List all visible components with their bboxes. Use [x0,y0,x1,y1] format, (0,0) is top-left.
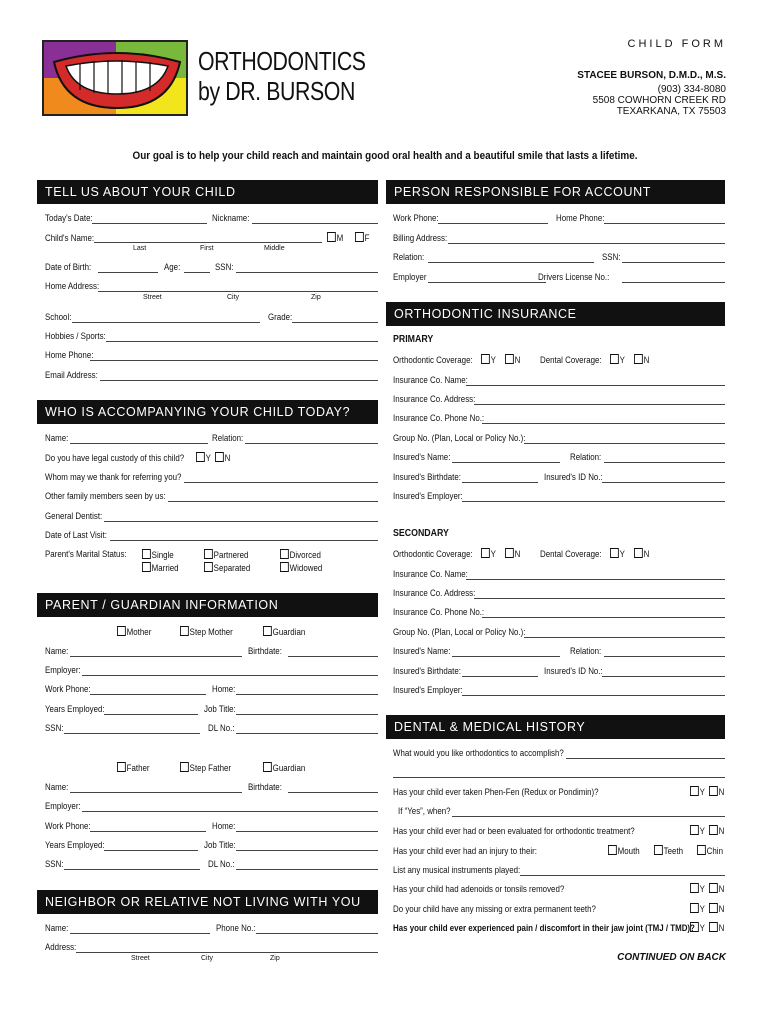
accompany-relation-field[interactable] [245,443,378,444]
parent1-guardian-checkbox[interactable] [263,626,272,636]
phen-yes[interactable] [690,786,705,797]
parent2-name-label: Name: [45,782,69,792]
jaw-no-checkbox[interactable] [709,922,718,932]
account-relation-field[interactable] [428,262,594,263]
neighbor-city-sublabel: City [201,955,214,962]
child-ssn-label: SSN: [215,262,234,272]
parent2-step-father-label: Step Father [189,763,232,773]
instruments-field[interactable] [520,875,725,876]
missing-yes-label: Y [699,904,705,914]
childs-name-field[interactable] [94,242,322,243]
evaluated-yes-checkbox[interactable] [690,825,699,835]
p-ortho-yes-checkbox[interactable] [481,354,490,364]
jaw-no-label: N [718,923,725,933]
gender-m-label: M [336,233,344,243]
phen-yes-label: Y [699,787,705,797]
parent2-father[interactable] [117,762,150,773]
account-dl-field[interactable] [622,282,725,283]
adenoids-yes[interactable] [690,883,705,894]
p-ortho-yes[interactable] [481,354,496,365]
parent1-job-field[interactable] [236,714,378,715]
school-label: School: [45,312,72,322]
marital-label: Parent's Marital Status: [45,549,127,559]
home-phone-label: Home Phone: [45,350,94,360]
p-dental-yes[interactable] [610,354,625,365]
section-header-insurance: ORTHODONTIC INSURANCE [386,302,725,326]
p-insured-birth-field[interactable] [462,482,538,483]
if-yes-label: If “Yes”, when? [398,806,451,816]
account-dl-label: Drivers License No.: [538,272,610,282]
brand-line-2: by DR. BURSON [198,76,355,106]
brand-name [198,46,366,106]
jaw-yes-checkbox[interactable] [690,922,699,932]
accompany-name-label: Name: [45,433,69,443]
missing-yes-checkbox[interactable] [690,903,699,913]
parent1-ssn-field[interactable] [64,733,200,734]
gender-f-option[interactable] [355,232,370,243]
p-insured-birth-label: Insured's Birthdate: [393,472,461,482]
form-title: CHILD FORM [627,38,726,50]
parent1-years-field[interactable] [104,714,198,715]
account-relation-label: Relation: [393,252,425,262]
neighbor-phone-label: Phone No.: [216,923,256,933]
p-relation-field[interactable] [604,462,725,463]
home-address-label: Home Address: [45,281,100,291]
missing-no[interactable] [709,903,724,914]
neighbor-zip-sublabel: Zip [270,955,280,962]
marital-partnered-checkbox[interactable] [204,549,213,559]
jaw-label: Has your child ever experienced pain / discomfort in their jaw joint (TMJ / TMD)? [393,923,695,933]
parent1-name-label: Name: [45,646,69,656]
neighbor-street-sublabel: Street [131,955,150,962]
s-dental-no-checkbox[interactable] [634,548,643,558]
phen-label: Has your child ever taken Phen-Fen (Redux or Pondimin)? [393,787,599,797]
p-insured-name-label: Insured's Name: [393,452,451,462]
gender-m-option[interactable] [327,232,343,243]
s-co-phone-field[interactable] [482,617,725,618]
continued-on-back: CONTINUED ON BACK [617,952,726,963]
adenoids-no[interactable] [709,883,724,894]
parent1-dl-field[interactable] [236,733,378,734]
injury-chin-label: Chin [706,846,723,856]
phen-yes-checkbox[interactable] [690,786,699,796]
parent1-guardian-label: Guardian [272,627,306,637]
neighbor-address-field[interactable] [76,952,378,953]
dob-label: Date of Birth: [45,262,92,272]
p-dental-yes-label: Y [619,355,625,365]
city-sublabel: City [227,294,240,301]
jaw-yes-label: Y [699,923,705,933]
account-ssn-field[interactable] [622,262,725,263]
s-insured-birth-field[interactable] [462,676,538,677]
p-co-address-label: Insurance Co. Address: [393,394,476,404]
evaluated-no[interactable] [709,825,724,836]
adenoids-yes-label: Y [699,884,705,894]
account-employer-label: Employer [393,272,427,282]
neighbor-phone-field[interactable] [256,933,378,934]
account-employer-field[interactable] [428,282,546,283]
p-co-name-field[interactable] [466,385,725,386]
missing-no-checkbox[interactable] [709,903,718,913]
dentist-field[interactable] [104,521,378,522]
marital-married-checkbox[interactable] [142,562,151,572]
gender-m-checkbox[interactable] [327,232,336,242]
evaluated-label: Has your child ever had or been evaluated for orthodontic treatment? [393,826,635,836]
email-label: Email Address: [45,370,98,380]
marital-separated[interactable] [204,562,250,573]
section-header-neighbor: NEIGHBOR OR RELATIVE NOT LIVING WITH YOU [37,890,378,914]
s-dental-no-label: N [643,549,650,559]
s-dental-yes-checkbox[interactable] [610,548,619,558]
s-co-phone-label: Insurance Co. Phone No.: [393,607,485,617]
section-header-accompany: WHO IS ACCOMPANYING YOUR CHILD TODAY? [37,400,378,424]
s-dental-yes[interactable] [610,548,625,559]
p-ortho-no-label: N [514,355,521,365]
child-ssn-field[interactable] [236,272,378,273]
neighbor-address-label: Address: [45,942,77,952]
section-header-guardian: PARENT / GUARDIAN INFORMATION [37,593,378,617]
marital-separated-checkbox[interactable] [204,562,213,572]
parent1-job-label: Job Title: [204,704,236,714]
p-insured-employer-label: Insured's Employer: [393,491,463,501]
marital-divorced-checkbox[interactable] [280,549,289,559]
family-field[interactable] [168,501,378,502]
parent1-step-mother-label: Step Mother [189,627,233,637]
home-phone-field[interactable] [90,360,378,361]
s-insured-id-field[interactable] [602,676,725,677]
last-visit-label: Date of Last Visit: [45,530,107,540]
s-insured-name-label: Insured's Name: [393,646,451,656]
school-field[interactable] [72,322,260,323]
referring-label: Whom may we thank for referring you? [45,472,182,482]
accomplish-field[interactable] [566,758,725,759]
parent2-birthdate-field[interactable] [288,792,378,793]
phen-no[interactable] [709,786,724,797]
marital-widowed[interactable] [280,562,322,573]
injury-mouth-checkbox[interactable] [608,845,617,855]
p-co-phone-label: Insurance Co. Phone No.: [393,413,485,423]
parent2-guardian[interactable] [263,762,305,773]
s-ortho-yes[interactable] [481,548,496,559]
p-dental-coverage-label: Dental Coverage: [540,355,602,365]
p-co-name-label: Insurance Co. Name: [393,375,468,385]
p-ortho-yes-label: Y [490,355,496,365]
parent1-step-mother[interactable] [180,626,233,637]
p-ortho-coverage-label: Orthodontic Coverage: [393,355,473,365]
dob-field[interactable] [98,272,158,273]
zip-sublabel: Zip [311,294,321,301]
p-insured-id-label: Insured's ID No.: [544,472,603,482]
account-work-phone-label: Work Phone: [393,213,439,223]
nickname-field[interactable] [252,223,378,224]
p-co-address-field[interactable] [474,404,725,405]
s-insured-birth-label: Insured's Birthdate: [393,666,461,676]
grade-label: Grade: [268,312,293,322]
s-co-name-label: Insurance Co. Name: [393,569,468,579]
parent1-birthdate-field[interactable] [288,656,378,657]
injury-chin[interactable] [697,845,723,856]
s-dental-no[interactable] [634,548,649,559]
family-label: Other family members seen by us: [45,491,166,501]
parent2-guardian-checkbox[interactable] [263,762,272,772]
injury-mouth[interactable] [608,845,640,856]
marital-partnered-label: Partnered [213,550,249,560]
practice-address-1: 5508 COWHORN CREEK RD [592,95,726,106]
last-visit-field[interactable] [110,540,378,541]
todays-date-field[interactable] [92,223,207,224]
account-ssn-label: SSN: [602,252,621,262]
parent2-years-label: Years Employed: [45,840,105,850]
parent2-ssn-label: SSN: [45,859,64,869]
s-group-label: Group No. (Plan, Local or Policy No.): [393,627,526,637]
marital-widowed-checkbox[interactable] [280,562,289,572]
custody-no-label: N [224,453,231,463]
parent2-job-label: Job Title: [204,840,236,850]
custody-yes-label: Y [205,453,211,463]
missing-no-label: N [718,904,725,914]
parent2-father-checkbox[interactable] [117,762,126,772]
parent1-dl-label: DL No.: [208,723,235,733]
custody-no[interactable] [215,452,230,463]
s-co-address-label: Insurance Co. Address: [393,588,476,598]
s-group-field[interactable] [524,637,725,638]
p-dental-no[interactable] [634,354,649,365]
evaluated-yes-label: Y [699,826,705,836]
s-ortho-no-label: N [514,549,521,559]
if-yes-field[interactable] [452,816,725,817]
parent2-dl-label: DL No.: [208,859,235,869]
parent2-employer-field[interactable] [82,811,378,812]
middle-sublabel: Middle [264,245,285,252]
marital-single-checkbox[interactable] [142,549,151,559]
s-ortho-yes-label: Y [490,549,496,559]
s-relation-field[interactable] [604,656,725,657]
parent2-birthdate-label: Birthdate: [248,782,282,792]
childs-name-label: Child's Name: [45,233,95,243]
missing-label: Do your child have any missing or extra permanent teeth? [393,904,596,914]
parent1-work-phone-label: Work Phone: [45,684,91,694]
street-sublabel: Street [143,294,162,301]
parent1-ssn-label: SSN: [45,723,64,733]
s-dental-coverage-label: Dental Coverage: [540,549,602,559]
s-insured-employer-label: Insured's Employer: [393,685,463,695]
missing-yes[interactable] [690,903,705,914]
primary-heading: PRIMARY [393,334,434,345]
gender-f-label: F [364,233,370,243]
first-sublabel: First [200,245,214,252]
p-insured-id-field[interactable] [602,482,725,483]
injury-teeth-checkbox[interactable] [654,845,663,855]
evaluated-no-checkbox[interactable] [709,825,718,835]
p-insured-name-field[interactable] [452,462,560,463]
accomplish-field-2[interactable] [393,777,725,778]
custody-yes[interactable] [196,452,211,463]
gender-f-checkbox[interactable] [355,232,364,242]
parent2-years-field[interactable] [104,850,198,851]
adenoids-no-label: N [718,884,725,894]
marital-divorced-label: Divorced [289,550,321,560]
parent2-step-father[interactable] [180,762,231,773]
p-ortho-no-checkbox[interactable] [505,354,514,364]
practice-phone: (903) 334-8080 [657,84,726,95]
practice-address-2: TEXARKANA, TX 75503 [616,106,726,117]
home-address-field[interactable] [98,291,378,292]
dentist-label: General Dentist: [45,511,103,521]
accompany-relation-label: Relation: [212,433,244,443]
neighbor-name-label: Name: [45,923,69,933]
doctor-name: STACEE BURSON, D.M.D., M.S. [577,70,726,81]
age-label: Age: [164,262,181,272]
todays-date-label: Today's Date: [45,213,93,223]
parent2-home-field[interactable] [236,831,378,832]
jaw-yes[interactable] [690,922,705,933]
referring-field[interactable] [184,482,378,483]
p-dental-no-checkbox[interactable] [634,354,643,364]
marital-married[interactable] [142,562,179,573]
p-ortho-no[interactable] [505,354,520,365]
hobbies-field[interactable] [106,341,378,342]
nickname-label: Nickname: [212,213,250,223]
injury-teeth[interactable] [654,845,683,856]
marital-separated-label: Separated [213,563,251,573]
s-co-address-field[interactable] [474,598,725,599]
instruments-label: List any musical instruments played: [393,865,521,875]
parent1-step-mother-checkbox[interactable] [180,626,189,636]
s-dental-yes-label: Y [619,549,625,559]
s-ortho-coverage-label: Orthodontic Coverage: [393,549,473,559]
parent2-dl-field[interactable] [236,869,378,870]
smile-icon [50,50,184,110]
s-co-name-field[interactable] [466,579,725,580]
injury-teeth-label: Teeth [663,846,684,856]
parent1-birthdate-label: Birthdate: [248,646,282,656]
grade-field[interactable] [292,322,378,323]
parent1-home-label: Home: [212,684,236,694]
parent2-guardian-label: Guardian [272,763,306,773]
s-insured-name-field[interactable] [452,656,560,657]
practice-logo [42,40,188,116]
s-ortho-yes-checkbox[interactable] [481,548,490,558]
section-header-child: TELL US ABOUT YOUR CHILD [37,180,378,204]
accompany-name-field[interactable] [70,443,208,444]
parent2-step-father-checkbox[interactable] [180,762,189,772]
parent2-work-phone-field[interactable] [90,831,206,832]
account-work-phone-field[interactable] [438,223,548,224]
adenoids-no-checkbox[interactable] [709,883,718,893]
parent1-mother-checkbox[interactable] [117,626,126,636]
parent2-father-label: Father [126,763,150,773]
marital-partnered[interactable] [204,549,248,560]
custody-no-checkbox[interactable] [215,452,224,462]
custody-label: Do you have legal custody of this child? [45,453,185,463]
secondary-heading: SECONDARY [393,528,449,539]
p-group-label: Group No. (Plan, Local or Policy No.): [393,433,526,443]
marital-married-label: Married [151,563,179,573]
account-home-phone-label: Home Phone: [556,213,605,223]
marital-single-label: Single [151,550,174,560]
p-group-field[interactable] [524,443,725,444]
adenoids-yes-checkbox[interactable] [690,883,699,893]
p-dental-yes-checkbox[interactable] [610,354,619,364]
phen-no-checkbox[interactable] [709,786,718,796]
parent2-job-field[interactable] [236,850,378,851]
s-insured-id-label: Insured's ID No.: [544,666,603,676]
p-dental-no-label: N [643,355,650,365]
s-ortho-no[interactable] [505,548,520,559]
parent1-home-field[interactable] [236,694,378,695]
injury-chin-checkbox[interactable] [697,845,706,855]
neighbor-name-field[interactable] [70,933,210,934]
injury-mouth-label: Mouth [617,846,640,856]
s-ortho-no-checkbox[interactable] [505,548,514,558]
age-field[interactable] [184,272,210,273]
billing-address-label: Billing Address: [393,233,448,243]
injury-label: Has your child ever had an injury to their: [393,846,537,856]
s-insured-employer-field[interactable] [462,695,725,696]
parent1-employer-label: Employer: [45,665,81,675]
parent1-guardian[interactable] [263,626,305,637]
parent2-employer-label: Employer: [45,801,81,811]
adenoids-label: Has your child had adenoids or tonsils removed? [393,884,565,894]
jaw-no[interactable] [709,922,724,933]
p-insured-employer-field[interactable] [462,501,725,502]
hobbies-label: Hobbies / Sports: [45,331,106,341]
brand-line-1: ORTHODONTICS [198,46,366,76]
accomplish-label: What would you like orthodontics to accomplish? [393,748,564,758]
parent2-work-phone-label: Work Phone: [45,821,91,831]
custody-yes-checkbox[interactable] [196,452,205,462]
parent1-name-field[interactable] [70,656,242,657]
account-home-phone-field[interactable] [604,223,725,224]
marital-divorced[interactable] [280,549,321,560]
parent2-ssn-field[interactable] [64,869,200,870]
parent2-home-label: Home: [212,821,236,831]
p-relation-label: Relation: [570,452,602,462]
marital-widowed-label: Widowed [289,563,323,573]
s-relation-label: Relation: [570,646,602,656]
evaluated-no-label: N [718,826,725,836]
tagline: Our goal is to help your child reach and maintain good oral health and a beautiful smile that lasts a lifetime. [132,150,638,162]
email-field[interactable] [100,380,378,381]
evaluated-yes[interactable] [690,825,705,836]
parent1-work-phone-field[interactable] [90,694,206,695]
phen-no-label: N [718,787,725,797]
last-sublabel: Last [133,245,147,252]
p-co-phone-field[interactable] [482,423,725,424]
parent2-name-field[interactable] [70,792,242,793]
billing-address-field[interactable] [448,243,725,244]
parent1-mother-label: Mother [126,627,152,637]
section-header-account: PERSON RESPONSIBLE FOR ACCOUNT [386,180,725,204]
parent1-employer-field[interactable] [82,675,378,676]
marital-single[interactable] [142,549,174,560]
parent1-mother[interactable] [117,626,151,637]
parent1-years-label: Years Employed: [45,704,105,714]
section-header-history: DENTAL & MEDICAL HISTORY [386,715,725,739]
